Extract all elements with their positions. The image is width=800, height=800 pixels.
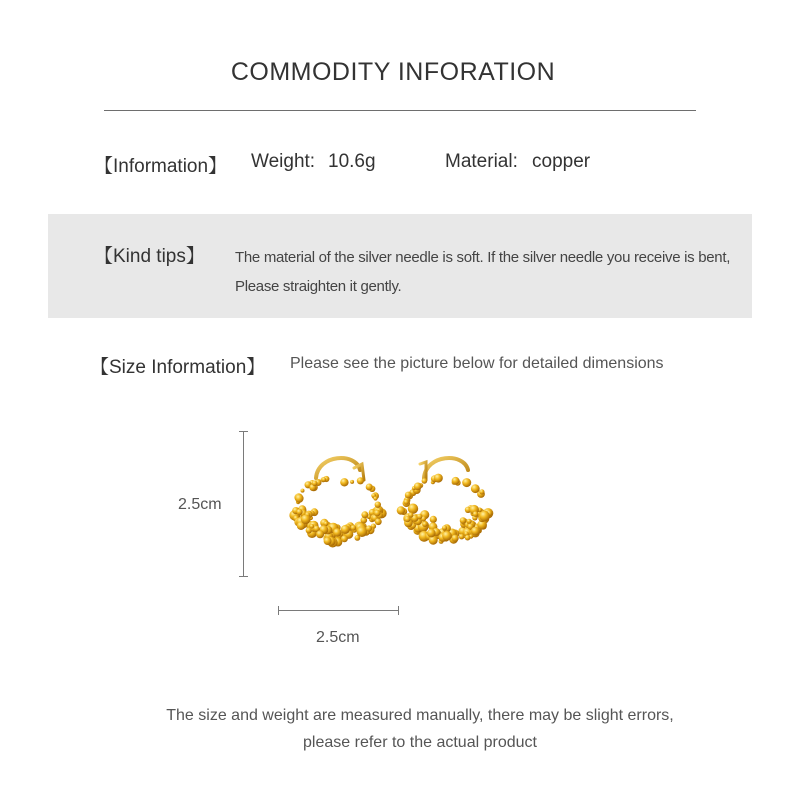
disclaimer-line-1: The size and weight are measured manually, there may be slight errors, (166, 707, 674, 724)
measurement-disclaimer (0, 702, 800, 756)
kind-tips-label: 【Kind tips】 (94, 246, 205, 267)
kind-tips-line-1: The material of the silver needle is soft. If the silver needle you receive is bent, (235, 249, 731, 266)
height-ruler (243, 431, 244, 577)
size-information-note: Please see the picture below for detailed dimensions (290, 355, 664, 372)
information-row (0, 151, 800, 179)
kind-tips-panel (48, 214, 752, 318)
information-label: 【Information】 (94, 156, 228, 177)
size-information-label: 【Size Information】 (90, 357, 266, 378)
page-title: COMMODITY INFORATION (230, 58, 556, 86)
kind-tips-text (235, 243, 745, 301)
material-value: copper (532, 151, 591, 172)
right-earring (420, 458, 468, 480)
kind-tips-line-2: Please straighten it gently. (235, 278, 402, 295)
weight-value: 10.6g (328, 151, 376, 172)
disclaimer-line-2: please refer to the actual product (303, 734, 537, 751)
height-dimension-label: 2.5cm (178, 496, 222, 513)
title-divider (104, 110, 696, 111)
left-earring (316, 458, 364, 480)
weight-label: Weight: (251, 151, 316, 172)
gold-beaded-hoop-earrings-icon (278, 440, 518, 570)
material-label: Material: (445, 151, 518, 172)
width-dimension-label: 2.5cm (316, 629, 360, 646)
width-ruler (278, 610, 399, 611)
